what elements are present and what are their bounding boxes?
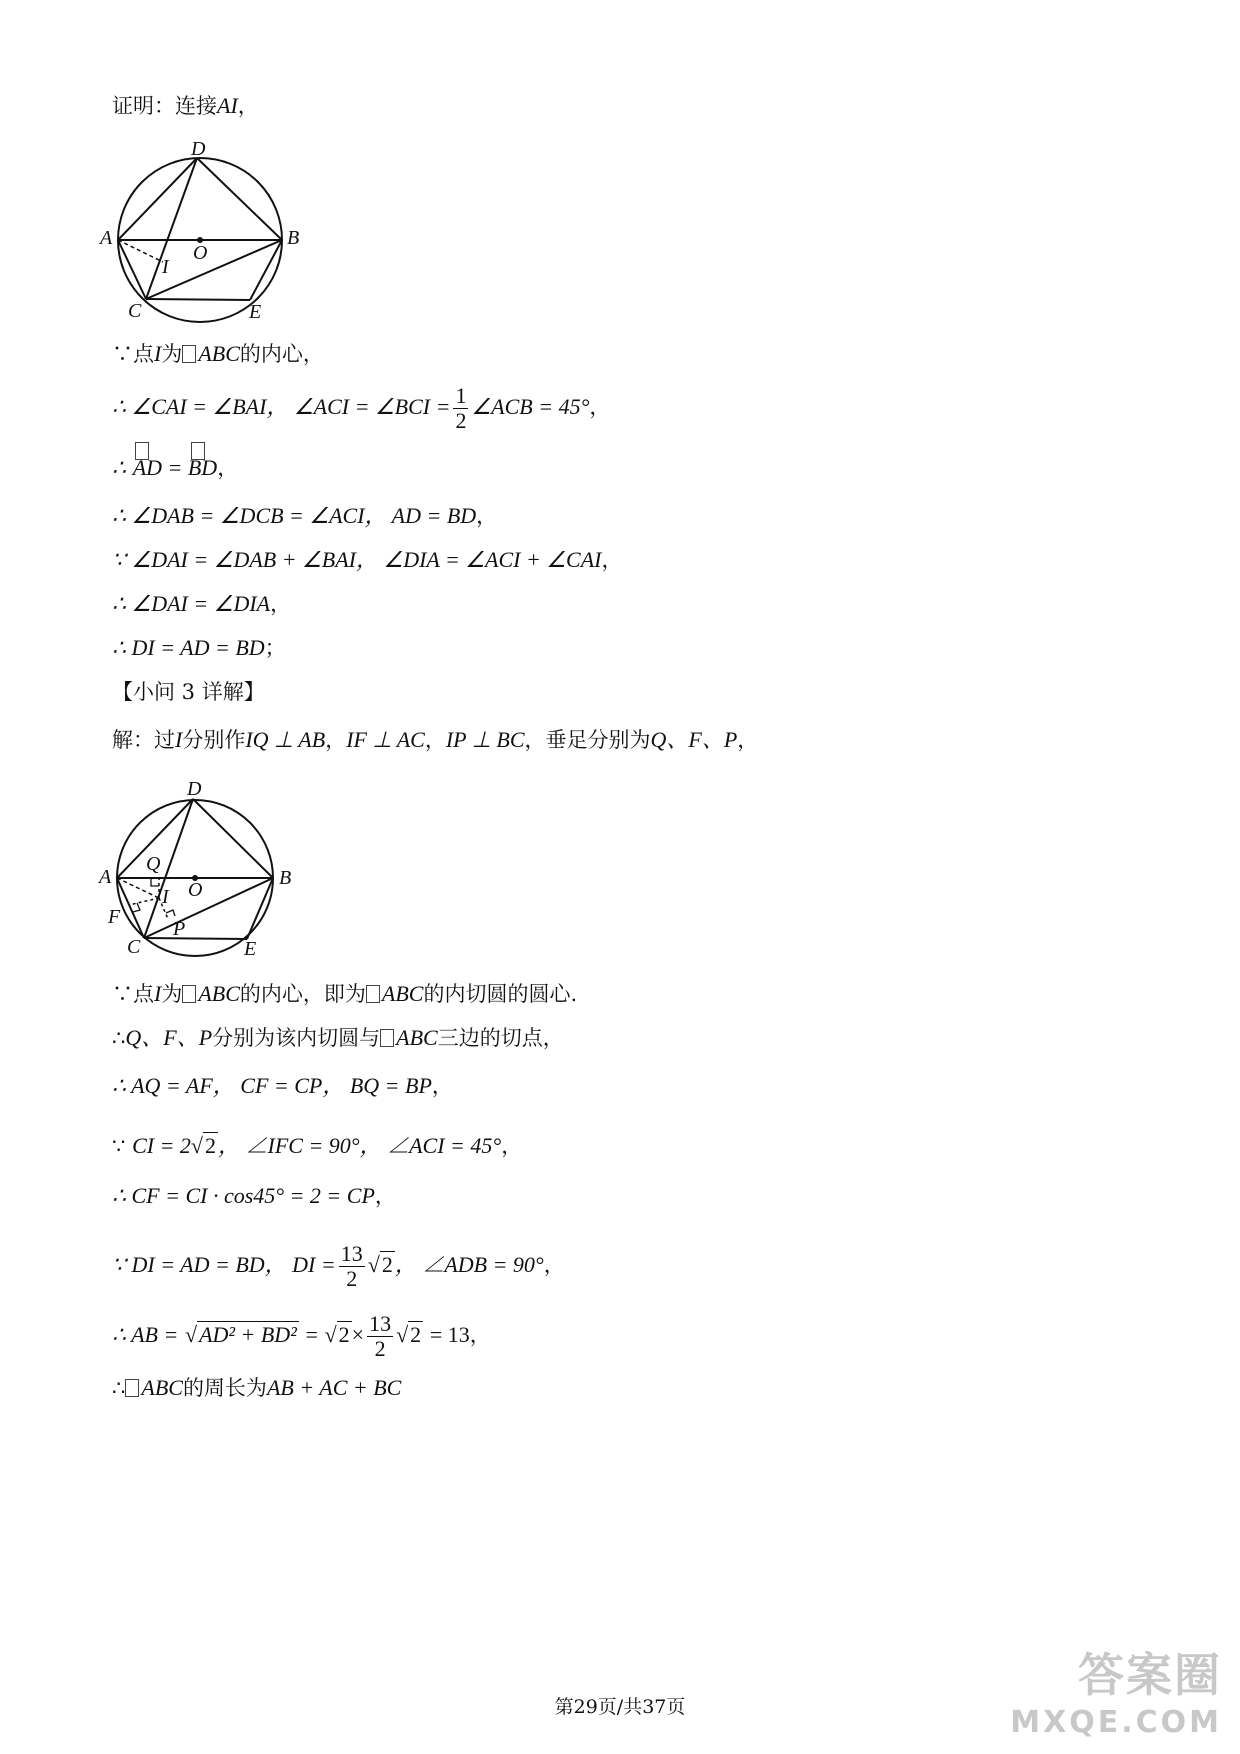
text: ， — [737, 728, 759, 752]
arc-equality-line — [112, 454, 238, 482]
segment-dc — [146, 158, 197, 299]
segment-ce — [144, 938, 247, 939]
math: ABC — [141, 1375, 183, 1400]
math: ， ∠ADB = 90° — [394, 1252, 544, 1277]
segment-ai-dashed — [117, 878, 159, 898]
label-e: E — [249, 301, 262, 323]
text: 的周长为 — [182, 1376, 267, 1400]
radicand: AD² + BD² — [199, 1322, 297, 1347]
angle-line — [112, 384, 610, 433]
radicand: 2 — [205, 1133, 216, 1158]
math: ， DI = — [264, 1252, 336, 1277]
math: IQ ⊥ AB — [245, 727, 326, 752]
label-e: E — [244, 938, 257, 960]
angle-conclusion-line — [112, 590, 291, 618]
math: ∴ ∠DAB = ∠DCB = ∠ACI — [112, 503, 365, 528]
square-root: √AD² + BD² — [185, 1322, 297, 1347]
proof-intro — [112, 92, 259, 120]
di-value-line — [112, 1242, 565, 1291]
label-b: B — [287, 227, 300, 249]
text: ， — [217, 456, 239, 480]
radicand: 2 — [338, 1322, 350, 1347]
text: ∵ — [112, 1134, 126, 1158]
math: Q、F、P — [125, 1025, 213, 1050]
math: I — [154, 341, 162, 366]
text: ， — [543, 1253, 565, 1277]
tangent-points-line — [112, 1024, 564, 1052]
label-a: A — [99, 866, 112, 888]
text: 分别作 — [182, 728, 246, 752]
text: 的内切圆的圆心. — [423, 982, 578, 1006]
math: ， CF = CP — [212, 1073, 323, 1098]
text: ， — [476, 504, 498, 528]
right-angle-q — [151, 878, 159, 886]
text: ∴ — [112, 1376, 126, 1400]
text: ， — [237, 94, 259, 118]
math: ， BQ = BP — [322, 1073, 432, 1098]
fraction-13-over-2 — [367, 1312, 393, 1361]
math: AD = BD — [132, 455, 218, 480]
text: 分别为该内切圆与 — [212, 1026, 381, 1050]
label-f: F — [108, 906, 121, 928]
text: ， — [325, 728, 347, 752]
math: ∴ DI = AD = BD — [112, 635, 265, 660]
page-footer: 第29页/共37页 — [554, 1696, 686, 1718]
numerator: 13 — [369, 1311, 392, 1336]
math: ABC — [381, 981, 424, 1006]
figure-1-circle-diagram — [95, 130, 325, 330]
math: ， ∠ACI = ∠BCI = — [266, 394, 451, 419]
figure-2-incircle-diagram — [95, 772, 325, 962]
square-root: √2 — [396, 1322, 422, 1347]
math: AI — [217, 93, 238, 118]
math: ∴ — [112, 455, 126, 480]
math: ∴ ∠CAI = ∠BAI — [112, 394, 267, 419]
math: I — [154, 981, 162, 1006]
math: ∠ACB = 45° — [471, 394, 590, 419]
text: 证明：连接 — [112, 94, 217, 118]
triangle-symbol — [182, 985, 196, 1003]
math: IF ⊥ AC — [346, 727, 425, 752]
text: ， — [424, 728, 446, 752]
label-i: I — [162, 256, 169, 278]
text: ， — [501, 1134, 523, 1158]
text: ∵点 — [112, 982, 154, 1006]
watermark-logo — [1010, 1639, 1222, 1740]
segment-ac — [118, 240, 146, 299]
math: AB + AC + BC — [266, 1375, 402, 1400]
label-d: D — [187, 778, 202, 800]
numerator: 1 — [455, 383, 467, 408]
tangent-lengths-line — [112, 1072, 453, 1100]
math: ∵ DI = AD = BD — [112, 1252, 265, 1277]
math: = 13 — [429, 1322, 470, 1347]
arc-symbol — [135, 442, 149, 460]
math: ABC — [396, 1025, 438, 1050]
perpendicular-if — [129, 898, 159, 905]
arc-symbol — [191, 442, 205, 460]
label-c: C — [128, 300, 142, 322]
text: ； — [264, 636, 286, 660]
text: ， — [270, 592, 292, 616]
text: ∴ — [112, 1026, 126, 1050]
angle-equality-line — [112, 502, 497, 530]
text: 的内心，即为 — [239, 982, 366, 1006]
segment-db — [197, 158, 282, 240]
angle-sum-line — [112, 546, 622, 574]
text: ， — [431, 1074, 453, 1098]
denominator: 2 — [346, 1266, 358, 1291]
radicand: 2 — [410, 1322, 422, 1347]
label-c: C — [127, 936, 141, 958]
segment-conclusion-line — [112, 634, 286, 662]
label-o: O — [188, 879, 203, 901]
math: ， ∠IFC = 90° — [218, 1133, 360, 1158]
math: = — [305, 1322, 318, 1347]
text: 的内心， — [239, 342, 324, 366]
math: IP ⊥ BC — [445, 727, 525, 752]
text: 三边的切点， — [437, 1026, 564, 1050]
text: 为 — [161, 342, 183, 366]
math: ， ∠ACI = 45° — [359, 1133, 502, 1158]
watermark-text: 答案圈 — [1078, 1648, 1222, 1702]
text: 为 — [161, 982, 183, 1006]
ab-computation-line — [112, 1312, 491, 1361]
text: ， — [601, 548, 623, 572]
label-i: I — [162, 886, 169, 908]
triangle-symbol — [125, 1379, 139, 1397]
label-p: P — [173, 918, 186, 940]
right-angle-p — [166, 910, 175, 916]
math: ∴ ∠DAI = ∠DIA — [112, 591, 271, 616]
text: ，垂足分别为 — [524, 728, 651, 752]
text: 【小问 3 详解】 — [112, 680, 265, 704]
label-o: O — [193, 242, 208, 264]
segment-eb — [247, 878, 273, 939]
construction-line — [112, 726, 758, 754]
denominator: 2 — [455, 408, 467, 433]
math: ， ∠DIA = ∠ACI + ∠CAI — [355, 547, 602, 572]
section-heading — [112, 678, 265, 706]
math: CI = 2 — [132, 1133, 191, 1158]
label-b: B — [279, 867, 292, 889]
radicand: 2 — [381, 1252, 393, 1277]
math: ， AD = BD — [364, 503, 477, 528]
text: ， — [374, 1184, 396, 1208]
triangle-symbol — [182, 345, 196, 363]
numerator: 13 — [340, 1241, 363, 1266]
math: ∴ AQ = AF — [112, 1073, 213, 1098]
square-root: √2 — [324, 1322, 350, 1347]
given-ci-line — [112, 1132, 522, 1160]
math: ABC — [198, 981, 240, 1006]
square-root: √2 — [367, 1252, 393, 1277]
text: ， — [589, 395, 611, 419]
square-root: √2 — [190, 1133, 216, 1158]
label-q: Q — [146, 853, 161, 875]
watermark-url: MXQE.COM — [1010, 1705, 1222, 1740]
segment-ce — [146, 299, 250, 300]
math: ∴ CF = CI · cos45° = 2 = CP — [112, 1183, 375, 1208]
fraction-13-over-2 — [339, 1242, 365, 1291]
segment-ai-dashed — [118, 240, 163, 262]
incircle-center-line — [112, 980, 577, 1008]
label-a: A — [100, 227, 113, 249]
cf-computation-line — [112, 1182, 396, 1210]
segment-ac — [117, 878, 144, 938]
triangle-symbol — [366, 985, 380, 1003]
math: ABC — [198, 341, 240, 366]
fraction-one-half — [453, 384, 468, 433]
math: ∴ AB = — [112, 1322, 179, 1347]
text: 解：过 — [112, 728, 175, 752]
triangle-symbol — [380, 1029, 394, 1047]
label-d: D — [191, 138, 206, 160]
math: I — [175, 727, 183, 752]
perimeter-line — [112, 1374, 401, 1402]
math: × — [351, 1322, 365, 1347]
text: ∵点 — [112, 342, 154, 366]
math: ∵ ∠DAI = ∠DAB + ∠BAI — [112, 547, 356, 572]
math: Q、F、P — [650, 727, 738, 752]
denominator: 2 — [374, 1336, 386, 1361]
text: ， — [469, 1323, 491, 1347]
incenter-line — [112, 340, 324, 368]
